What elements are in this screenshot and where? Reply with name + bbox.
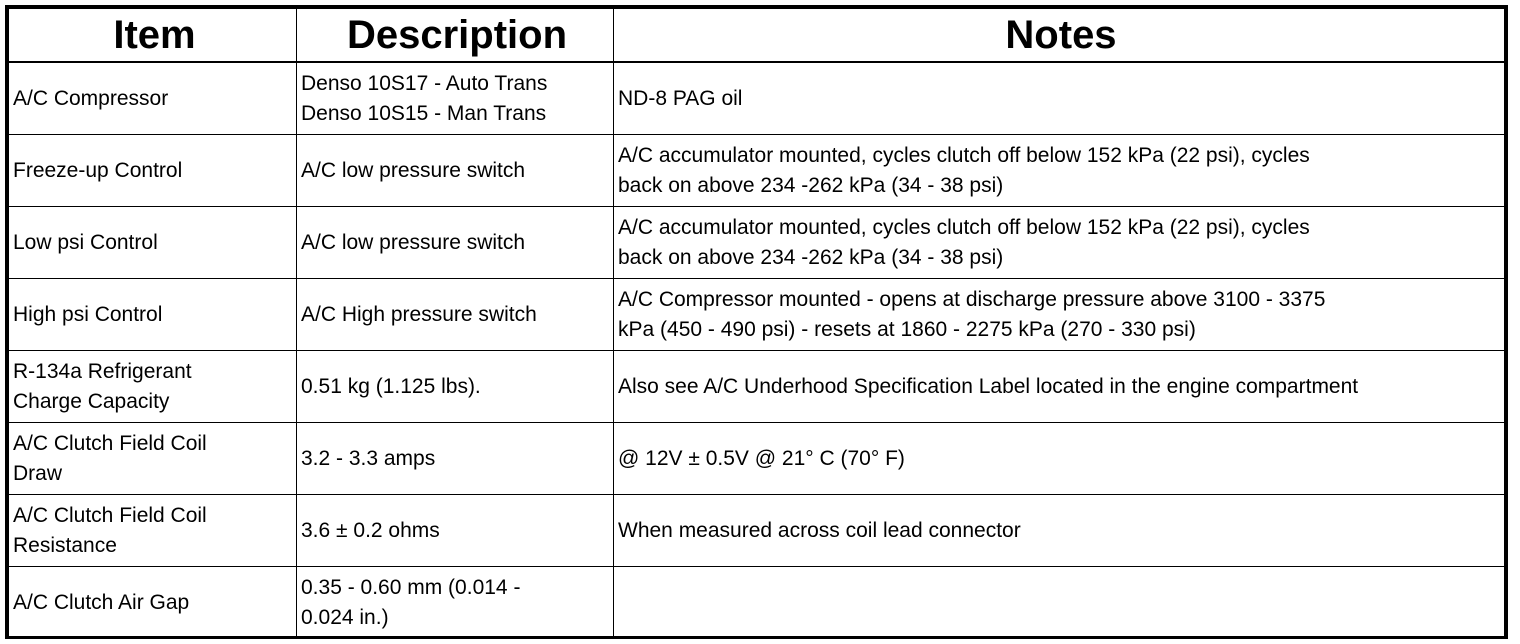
table-row	[9, 207, 1505, 279]
cell-notes	[614, 567, 1505, 639]
cell-item-line: High psi Control	[13, 302, 163, 326]
cell-description	[297, 495, 614, 567]
cell-item	[9, 62, 297, 135]
header-notes: Notes	[614, 9, 1505, 63]
cell-notes	[614, 135, 1505, 207]
cell-item-line: A/C Compressor	[13, 86, 169, 110]
ac-spec-table	[8, 8, 1505, 639]
cell-notes-line: back on above 234 -262 kPa (34 - 38 psi)	[618, 173, 1004, 197]
cell-item	[9, 135, 297, 207]
cell-description	[297, 351, 614, 423]
cell-notes	[614, 351, 1505, 423]
header-row	[9, 9, 1505, 63]
cell-item	[9, 567, 297, 639]
cell-item-line: Low psi Control	[13, 230, 158, 254]
cell-notes-line: A/C accumulator mounted, cycles clutch off below 152 kPa (22 psi), cycles	[618, 143, 1310, 167]
cell-description	[297, 207, 614, 279]
cell-notes-line: When measured across coil lead connector	[618, 518, 1021, 542]
cell-item-line: Draw	[13, 461, 63, 485]
table-row	[9, 423, 1505, 495]
cell-description	[297, 423, 614, 495]
cell-notes	[614, 423, 1505, 495]
table-row	[9, 62, 1505, 135]
cell-description-line: 0.024 in.)	[301, 605, 389, 629]
table-row	[9, 279, 1505, 351]
cell-description-line: 3.6 ± 0.2 ohms	[301, 518, 440, 542]
cell-description-line: Denso 10S15 - Man Trans	[301, 101, 547, 125]
cell-description	[297, 567, 614, 639]
cell-description	[297, 62, 614, 135]
cell-description	[297, 135, 614, 207]
cell-description-line: 3.2 - 3.3 amps	[301, 446, 436, 470]
cell-item-line: Charge Capacity	[13, 389, 170, 413]
header-item: Item	[9, 9, 297, 63]
table-row	[9, 351, 1505, 423]
cell-description-line: Denso 10S17 - Auto Trans	[301, 71, 548, 95]
cell-item-line: A/C Clutch Field Coil	[13, 431, 207, 455]
cell-item-line: Freeze-up Control	[13, 158, 183, 182]
cell-notes-line: A/C accumulator mounted, cycles clutch off below 152 kPa (22 psi), cycles	[618, 215, 1310, 239]
cell-notes-line: Also see A/C Underhood Specification Label located in the engine compartment	[618, 374, 1359, 398]
cell-notes	[614, 279, 1505, 351]
cell-description-line: 0.35 - 0.60 mm (0.014 -	[301, 575, 521, 599]
table-body	[9, 62, 1505, 639]
cell-item	[9, 351, 297, 423]
cell-notes-line: back on above 234 -262 kPa (34 - 38 psi)	[618, 245, 1004, 269]
cell-notes	[614, 62, 1505, 135]
cell-item-line: Resistance	[13, 533, 117, 557]
table-row	[9, 135, 1505, 207]
cell-description-line: A/C low pressure switch	[301, 230, 526, 254]
cell-notes-line: A/C Compressor mounted - opens at discharge pressure above 3100 - 3375	[618, 287, 1326, 311]
cell-description-line: A/C High pressure switch	[301, 302, 537, 326]
cell-description-line: 0.51 kg (1.125 lbs).	[301, 374, 481, 398]
cell-item	[9, 495, 297, 567]
cell-item	[9, 423, 297, 495]
spec-table-container	[5, 5, 1508, 639]
cell-item	[9, 207, 297, 279]
table-row	[9, 567, 1505, 639]
cell-item-line: A/C Clutch Air Gap	[13, 590, 190, 614]
cell-notes	[614, 207, 1505, 279]
cell-description-line: A/C low pressure switch	[301, 158, 526, 182]
header-description: Description	[297, 9, 614, 63]
cell-notes-line: ND-8 PAG oil	[618, 86, 743, 110]
cell-description	[297, 279, 614, 351]
cell-notes-line: kPa (450 - 490 psi) - resets at 1860 - 2275 kPa (270 - 330 psi)	[618, 317, 1196, 341]
cell-notes-line: @ 12V ± 0.5V @ 21° C (70° F)	[618, 446, 905, 470]
table-row	[9, 495, 1505, 567]
cell-item-line: A/C Clutch Field Coil	[13, 503, 207, 527]
cell-item	[9, 279, 297, 351]
cell-item-line: R-134a Refrigerant	[13, 359, 192, 383]
cell-notes	[614, 495, 1505, 567]
